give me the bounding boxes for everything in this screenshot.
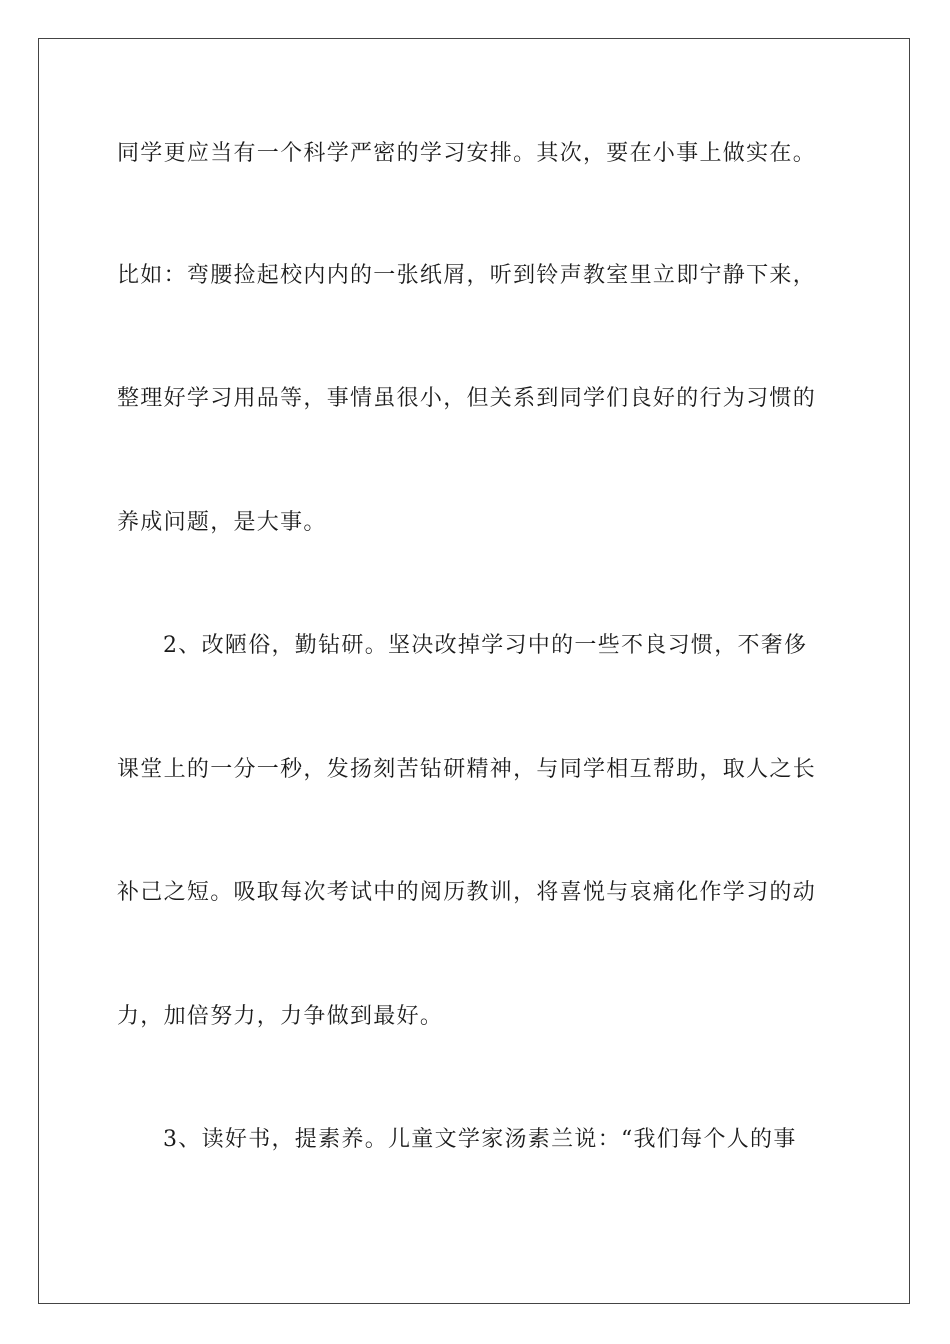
text-line: 补己之短。吸取每次考试中的阅历教训，将喜悦与哀痛化作学习的动: [117, 880, 817, 905]
page-border: [38, 38, 910, 1304]
text-line: 比如：弯腰捡起校内内的一张纸屑，听到铃声教室里立即宁静下来，: [117, 263, 817, 288]
text-line: 养成问题，是大事。: [117, 510, 327, 535]
text-line: 力，加倍努力，力争做到最好。: [117, 1004, 444, 1029]
text-line: 2、改陋俗，勤钻研。坚决改掉学习中的一些不良习惯，不奢侈: [163, 633, 808, 658]
text-line: 3、读好书，提素养。儿童文学家汤素兰说：“我们每个人的事: [163, 1127, 797, 1152]
text-line: 同学更应当有一个科学严密的学习安排。其次，要在小事上做实在。: [117, 141, 817, 166]
text-line: 整理好学习用品等，事情虽很小，但关系到同学们良好的行为习惯的: [117, 386, 817, 411]
text-line: 课堂上的一分一秒，发扬刻苦钻研精神，与同学相互帮助，取人之长: [117, 757, 817, 782]
